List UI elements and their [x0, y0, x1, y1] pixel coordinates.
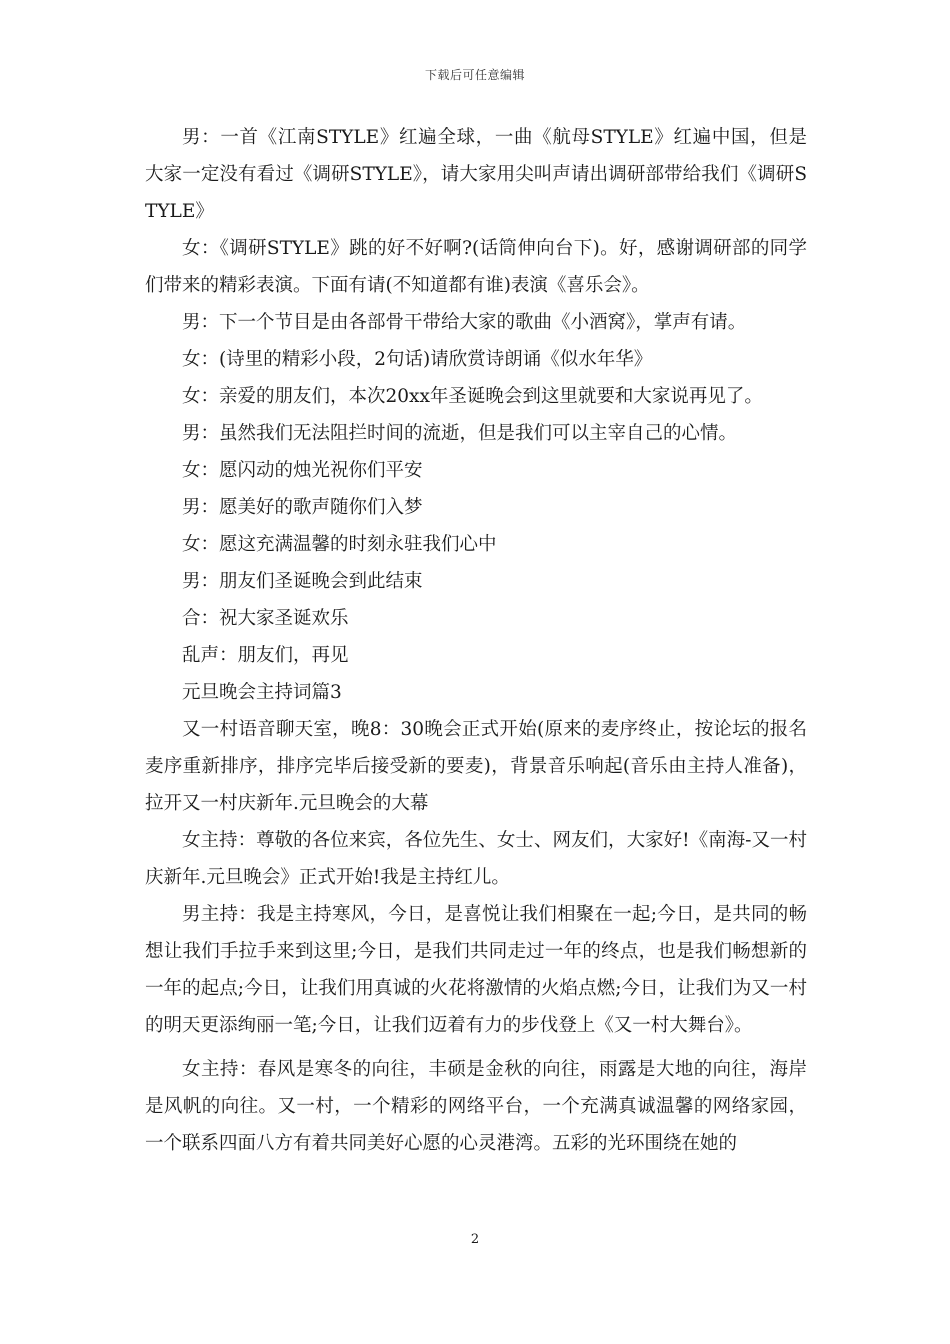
paragraph-opening: 又一村语音聊天室，晚8：30晚会正式开始(原来的麦序终止，按论坛的报名麦序重新排序，排序完毕后接受新的要麦)，背景音乐响起(音乐由主持人准备)，拉开又一村庆新年.元旦晚会的大幕	[145, 719, 807, 814]
paragraph-male-next-song: 男：下一个节目是由各部骨干带给大家的歌曲《小酒窝》，掌声有请。	[182, 312, 747, 333]
paragraph-together: 合：祝大家圣诞欢乐	[182, 608, 349, 629]
paragraph-male-time: 男：虽然我们无法阻拦时间的流逝，但是我们可以主宰自己的心情。	[182, 423, 738, 444]
section-heading: 元旦晚会主持词篇3	[182, 682, 342, 703]
paragraph-female-farewell: 女：亲爱的朋友们，本次20xx年圣诞晚会到这里就要和大家说再见了。	[182, 386, 763, 407]
paragraph-male-style-intro: 男：一首《江南STYLE》红遍全球，一曲《航母STYLE》红遍中国，但是大家一定没有看过《调研STYLE》，请大家用尖叫声请出调研部带给我们《调研STYLE》	[145, 127, 807, 222]
paragraph-male-host-today: 男主持：我是主持寒风，今日，是喜悦让我们相聚在一起;今日，是共同的畅想让我们手拉手来到这里;今日，是我们共同走过一年的终点，也是我们畅想新的一年的起点;今日，让我们用真诚的火花将激情的火焰点燃;今日，让我们为又一村的明天更添绚丽一笔;今日，让我们迈着有力的步伐登上《又一村大舞台》。	[145, 904, 807, 1036]
paragraph-chorus-goodbye: 乱声：朋友们，再见	[182, 645, 349, 666]
page-number: 2	[470, 1232, 480, 1247]
paragraph-female-candle: 女：愿闪动的烛光祝你们平安	[182, 460, 423, 481]
paragraph-male-song: 男：愿美好的歌声随你们入梦	[182, 497, 423, 518]
paragraph-female-host-spring: 女主持：春风是寒冬的向往，丰硕是金秋的向往，雨露是大地的向往，海岸是风帆的向往。又一村，一个精彩的网络平台，一个充满真诚温馨的网络家园，一个联系四面八方有着共同美好心愿的心灵港湾。五彩的光环围绕在她的	[145, 1059, 807, 1154]
paragraph-male-end: 男：朋友们圣诞晚会到此结束	[182, 571, 423, 592]
page-header: 下载后可任意编辑	[424, 68, 525, 82]
paragraph-female-thanks: 女：《调研STYLE》跳的好不好啊?(话筒伸向台下)。好，感谢调研部的同学们带来的精彩表演。下面有请(不知道都有谁)表演《喜乐会》。	[145, 238, 807, 296]
paragraph-female-host-welcome: 女主持：尊敬的各位来宾，各位先生、女士、网友们，大家好!《南海-又一村庆新年.元旦晚会》正式开始!我是主持红儿。	[145, 830, 807, 888]
paragraph-female-poem: 女：(诗里的精彩小段，2句话)请欣赏诗朗诵《似水年华》	[182, 349, 653, 370]
paragraph-female-moment: 女：愿这充满温馨的时刻永驻我们心中	[182, 534, 497, 555]
document-body	[145, 119, 807, 1162]
